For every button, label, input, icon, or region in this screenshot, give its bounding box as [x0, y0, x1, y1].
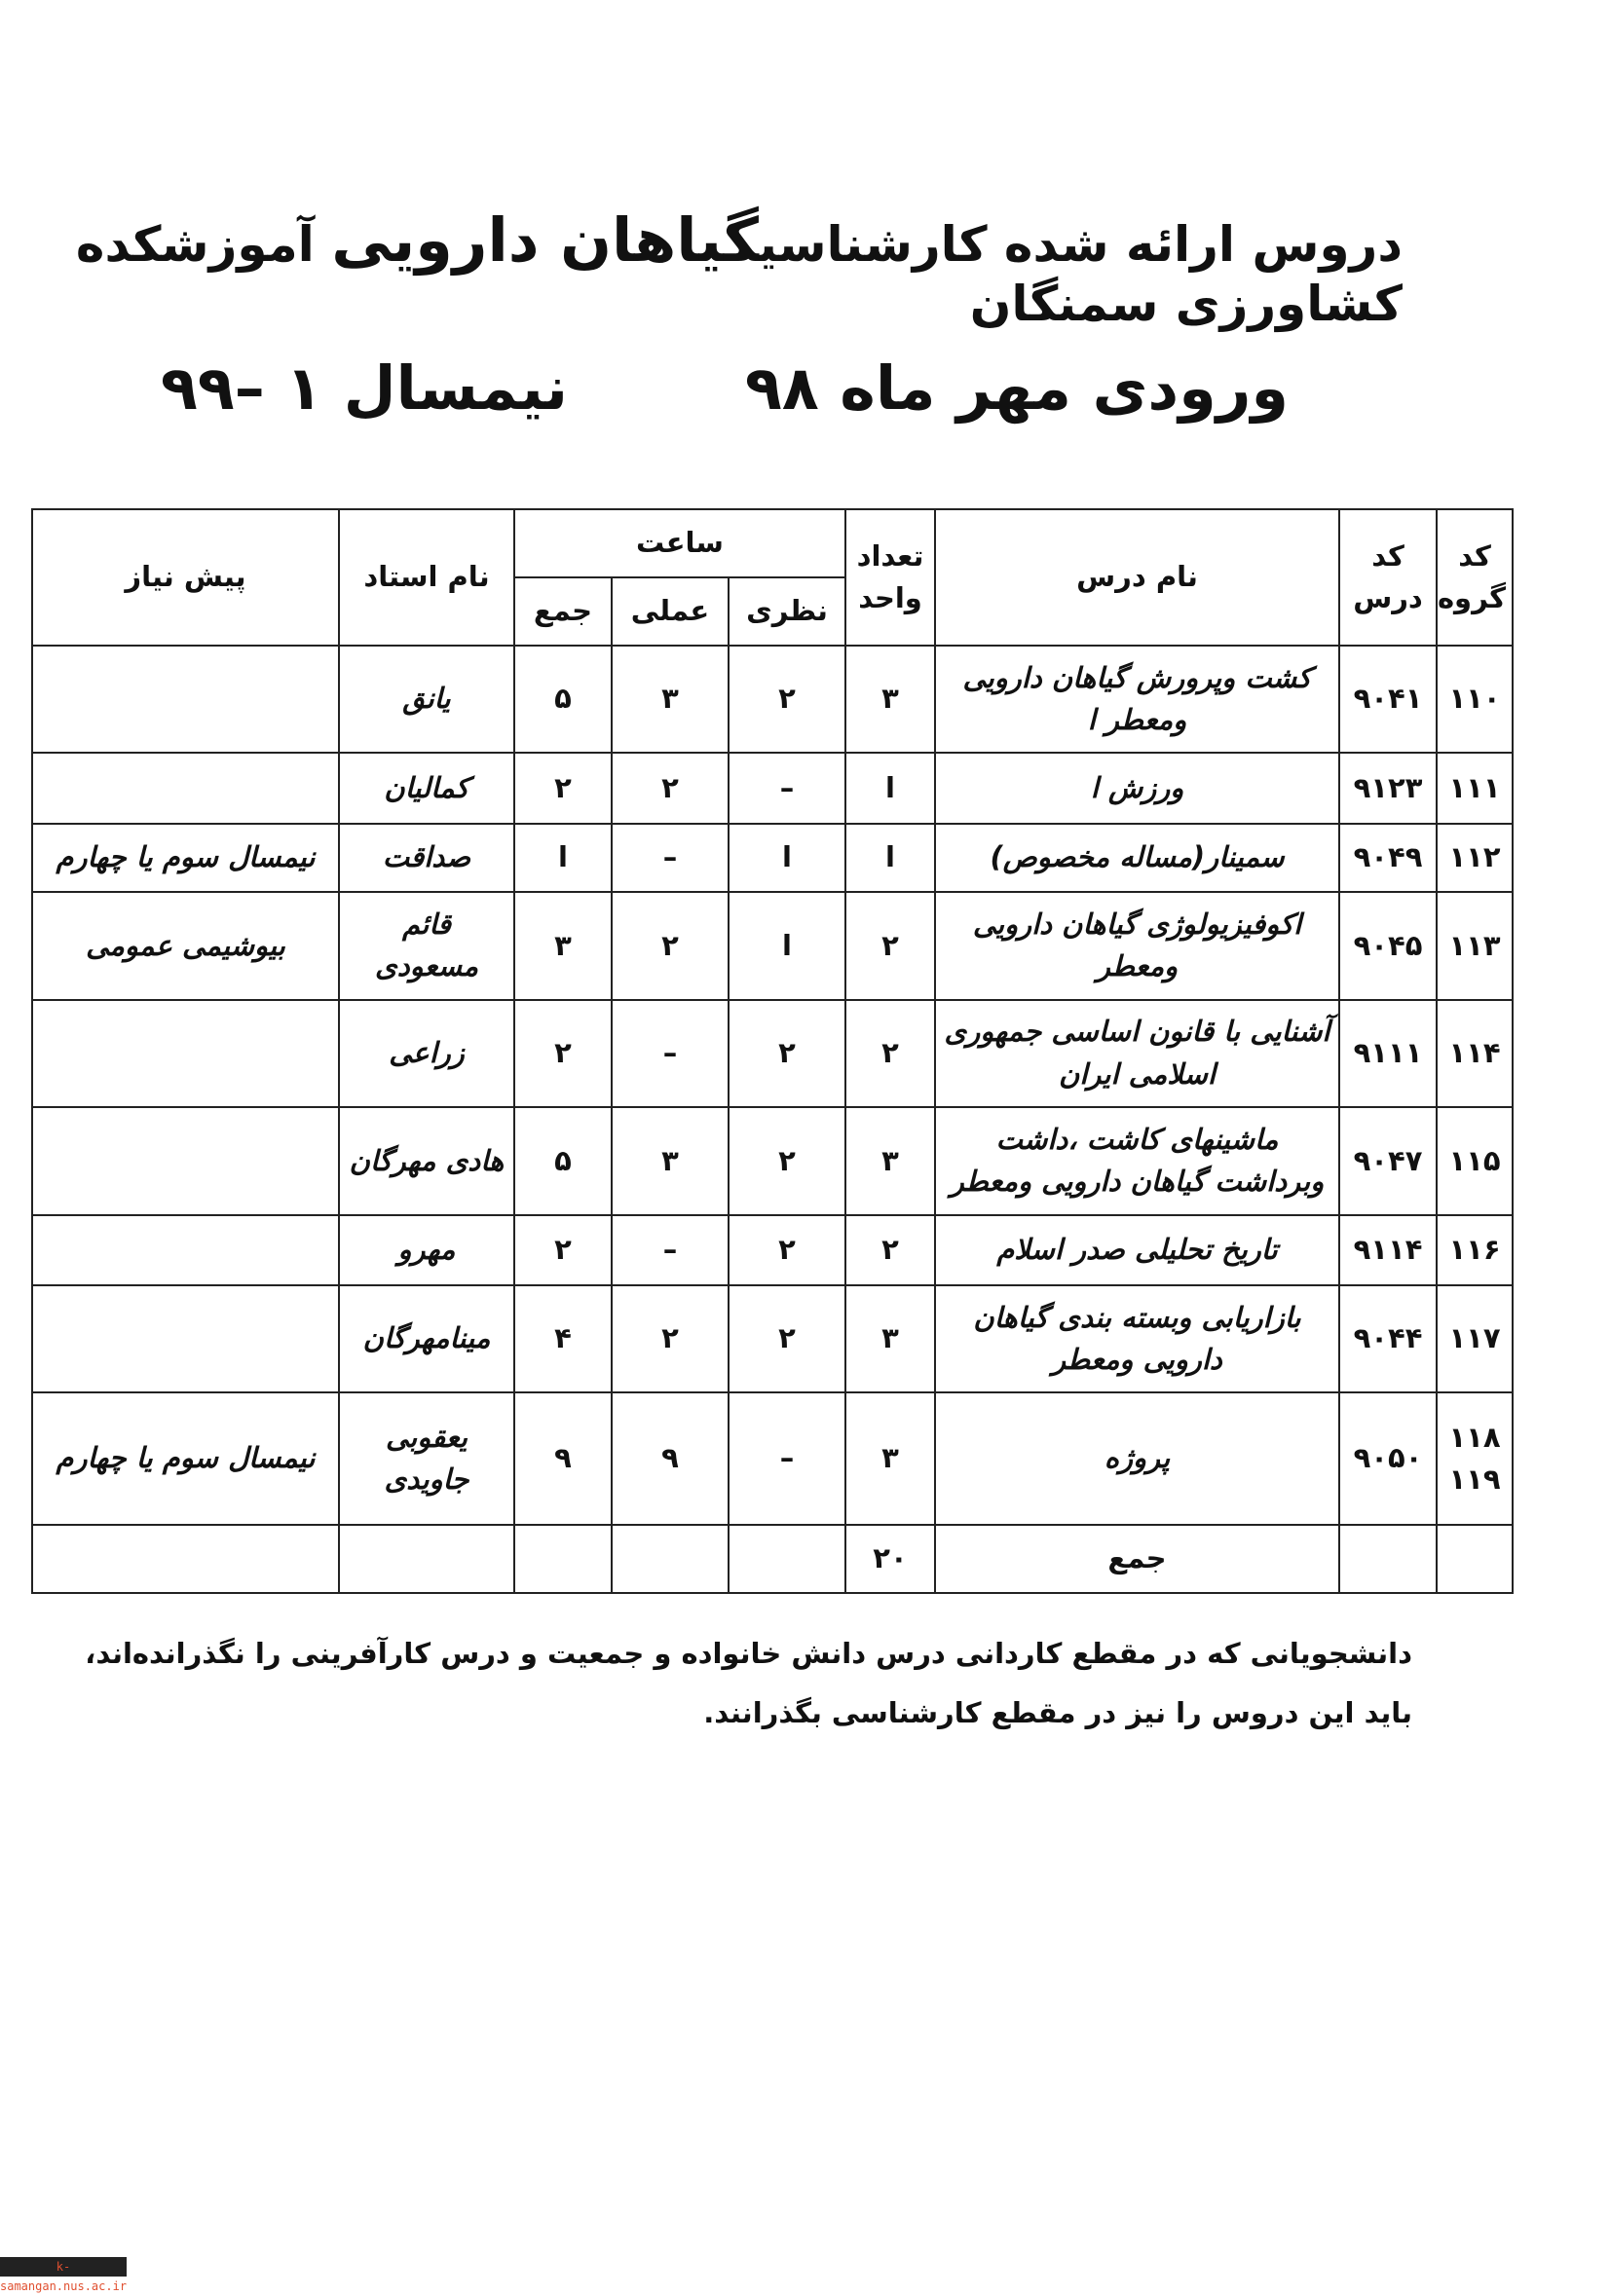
cell-units: ۲ — [845, 1215, 935, 1285]
header-total: جمع — [514, 577, 612, 646]
table-row — [32, 1215, 1513, 1285]
cell-units: ۳ — [845, 1392, 935, 1525]
cell-theory: ا — [729, 892, 845, 999]
cell-units: ۳ — [845, 1107, 935, 1214]
page-title — [58, 204, 1403, 332]
cell-teacher: کمالیان — [339, 753, 514, 823]
cell-units: ۲ — [845, 892, 935, 999]
cell-group-code: ۱۱۰ — [1437, 646, 1513, 753]
cell-theory: – — [729, 1392, 845, 1525]
cell-total: ۲ — [514, 1000, 612, 1107]
cell-teacher: مهرو — [339, 1215, 514, 1285]
table-row — [32, 824, 1513, 892]
sum-empty-group — [1437, 1525, 1513, 1593]
cell-total: ۵ — [514, 646, 612, 753]
table-row — [32, 1000, 1513, 1107]
cell-teacher: هادی مهرگان — [339, 1107, 514, 1214]
cell-practical: ۲ — [612, 892, 729, 999]
cell-practical: – — [612, 824, 729, 892]
cell-practical: ۲ — [612, 1285, 729, 1392]
title-part1: دروس ارائه شده کارشناسی — [758, 216, 1403, 273]
cell-teacher: یانق — [339, 646, 514, 753]
cell-prereq — [32, 1285, 339, 1392]
cell-course-name: بازاریابی وبسته بندی گیاهان دارویی ومعطر — [935, 1285, 1339, 1392]
courses-table — [31, 508, 1514, 1594]
table-row — [32, 646, 1513, 753]
cell-theory: ا — [729, 824, 845, 892]
cell-theory: ۲ — [729, 1107, 845, 1214]
cell-course-name: کشت وپرورش گیاهان دارویی ومعطر ا — [935, 646, 1339, 753]
sum-empty-practical — [612, 1525, 729, 1593]
site-prefix: k-samangan. — [0, 2260, 71, 2293]
cell-group-code: ۱۱۲ — [1437, 824, 1513, 892]
cell-practical: ۳ — [612, 1107, 729, 1214]
title-part2: گیاهان دارویی — [331, 204, 759, 276]
cell-course-code: ۹۰۴۱ — [1339, 646, 1437, 753]
cell-total: ۳ — [514, 892, 612, 999]
cell-group-code: ۱۱۸ ۱۱۹ — [1437, 1392, 1513, 1525]
cell-group-code: ۱۱۷ — [1437, 1285, 1513, 1392]
title-part3: آموزشکده کشاورزی سمنگان — [75, 216, 1403, 332]
cell-course-code: ۹۰۴۷ — [1339, 1107, 1437, 1214]
cell-practical: ۳ — [612, 646, 729, 753]
cell-theory: ۲ — [729, 646, 845, 753]
cell-course-code: ۹۰۴۵ — [1339, 892, 1437, 999]
cell-total: ۲ — [514, 753, 612, 823]
cell-course-code: ۹۱۲۳ — [1339, 753, 1437, 823]
cell-units: ا — [845, 824, 935, 892]
cell-teacher: زراعی — [339, 1000, 514, 1107]
cell-theory: ۲ — [729, 1000, 845, 1107]
sum-empty-prereq — [32, 1525, 339, 1593]
header-units: تعداد واحد — [845, 509, 935, 646]
cell-prereq — [32, 1107, 339, 1214]
cell-theory: ۲ — [729, 1215, 845, 1285]
sum-empty-code — [1339, 1525, 1437, 1593]
cell-total: ۲ — [514, 1215, 612, 1285]
header-prereq: پیش نیاز — [32, 509, 339, 646]
cell-total: ۵ — [514, 1107, 612, 1214]
cell-total: ا — [514, 824, 612, 892]
header-course-code: کد درس — [1339, 509, 1437, 646]
header-course-name: نام درس — [935, 509, 1339, 646]
cell-course-name: تاریخ تحلیلی صدر اسلام — [935, 1215, 1339, 1285]
cell-group-code: ۱۱۶ — [1437, 1215, 1513, 1285]
cell-course-code: ۹۱۱۴ — [1339, 1215, 1437, 1285]
cell-units: ۳ — [845, 1285, 935, 1392]
table-row — [32, 1107, 1513, 1214]
sum-units: ۲۰ — [845, 1525, 935, 1593]
cell-practical: – — [612, 1000, 729, 1107]
cell-units: ۳ — [845, 646, 935, 753]
site-badge — [0, 2257, 128, 2293]
cell-prereq: بیوشیمی عمومی — [32, 892, 339, 999]
header-group-code: کد گروه — [1437, 509, 1513, 646]
cell-course-name: ورزش ا — [935, 753, 1339, 823]
sum-empty-theory — [729, 1525, 845, 1593]
cell-course-name: ماشینهای کاشت ،داشت وبرداشت گیاهان دارویی ومعطر — [935, 1107, 1339, 1214]
cell-group-code: ۱۱۱ — [1437, 753, 1513, 823]
sum-empty-total — [514, 1525, 612, 1593]
header-hours: ساعت — [514, 509, 845, 577]
cell-theory: – — [729, 753, 845, 823]
cell-practical: ۲ — [612, 753, 729, 823]
sum-empty-teacher — [339, 1525, 514, 1593]
cell-prereq — [32, 1215, 339, 1285]
cell-teacher: قائم مسعودی — [339, 892, 514, 999]
cell-group-code: ۱۱۵ — [1437, 1107, 1513, 1214]
cell-course-name: سمینار(مساله مخصوص) — [935, 824, 1339, 892]
cell-course-code: ۹۰۴۴ — [1339, 1285, 1437, 1392]
table-row — [32, 1285, 1513, 1392]
cell-total: ۹ — [514, 1392, 612, 1525]
cell-total: ۴ — [514, 1285, 612, 1392]
table-body — [32, 646, 1513, 1525]
cell-units: ا — [845, 753, 935, 823]
table-row — [32, 1392, 1513, 1525]
cell-course-code: ۹۱۱۱ — [1339, 1000, 1437, 1107]
cell-practical: – — [612, 1215, 729, 1285]
cell-theory: ۲ — [729, 1285, 845, 1392]
semester-label: نیمسال ۱ –۹۹ — [161, 352, 569, 424]
table-row — [32, 892, 1513, 999]
cell-units: ۲ — [845, 1000, 935, 1107]
cell-course-name: اکوفیزیولوژی گیاهان دارویی ومعطر — [935, 892, 1339, 999]
entry-label: ورودی مهر ماه ۹۸ — [744, 352, 1289, 424]
table-row — [32, 753, 1513, 823]
cell-course-name: آشنایی با قانون اساسی جمهوری اسلامی ایران — [935, 1000, 1339, 1107]
header-practical: عملی — [612, 577, 729, 646]
header-teacher: نام استاد — [339, 509, 514, 646]
note-text: دانشجویانی که در مقطع کاردانی درس دانش خانواده و جمعیت و درس کارآفرینی را نگذرانده‌اند، باید این دروس را نیز در مقطع کارشناسی بگذرانند. — [85, 1637, 1412, 1729]
cell-course-code: ۹۰۵۰ — [1339, 1392, 1437, 1525]
cell-course-name: پروژه — [935, 1392, 1339, 1525]
cell-teacher: مینامهرگان — [339, 1285, 514, 1392]
cell-prereq: نیمسال سوم یا چهارم — [32, 1392, 339, 1525]
cell-group-code: ۱۱۴ — [1437, 1000, 1513, 1107]
cell-prereq — [32, 1000, 339, 1107]
header-theory: نظری — [729, 577, 845, 646]
cell-teacher: یعقوبی جاویدی — [339, 1392, 514, 1525]
cell-prereq: نیمسال سوم یا چهارم — [32, 824, 339, 892]
cell-practical: ۹ — [612, 1392, 729, 1525]
cell-group-code: ۱۱۳ — [1437, 892, 1513, 999]
cell-teacher: صداقت — [339, 824, 514, 892]
sum-label: جمع — [935, 1525, 1339, 1593]
site-suffix: nus.ac.ir — [63, 2279, 128, 2293]
cell-course-code: ۹۰۴۹ — [1339, 824, 1437, 892]
cell-prereq — [32, 753, 339, 823]
cell-prereq — [32, 646, 339, 753]
